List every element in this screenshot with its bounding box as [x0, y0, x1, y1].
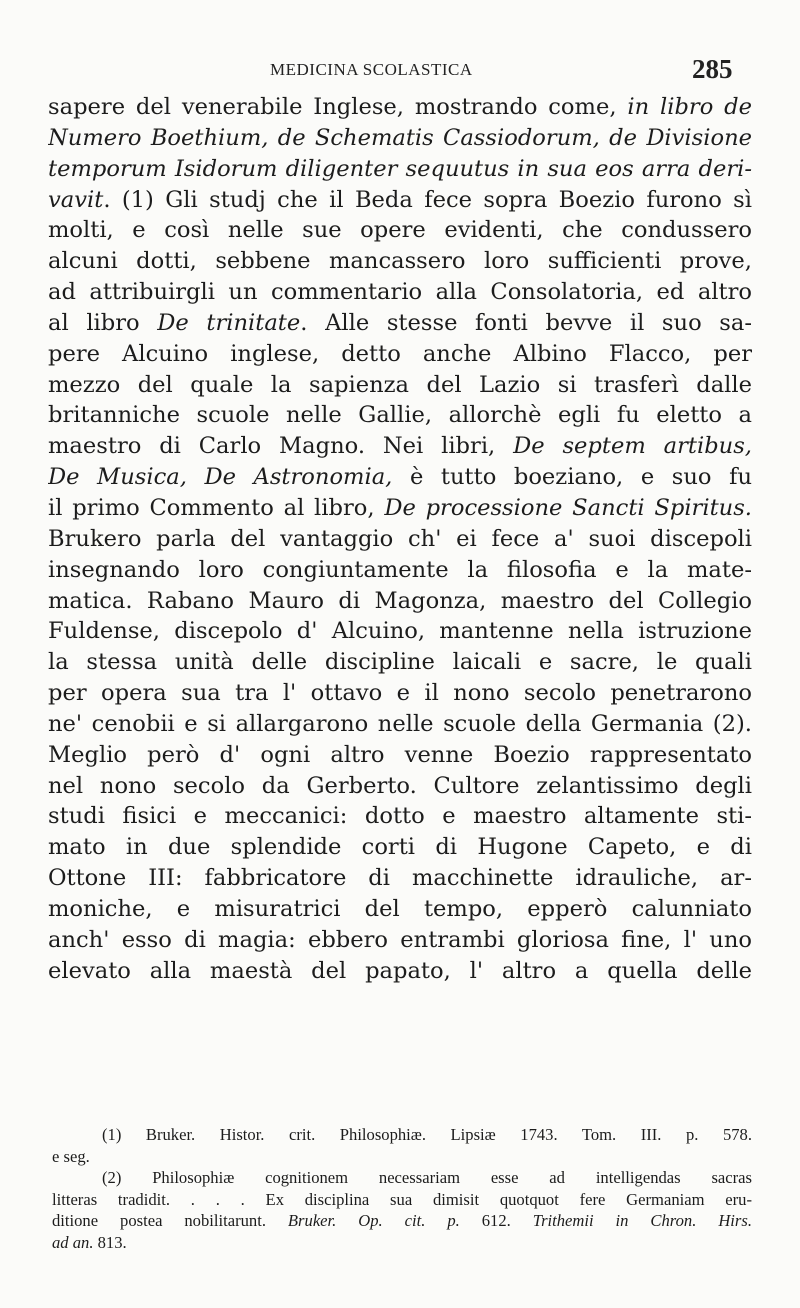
text-span: ne' cenobii e si allargarono nelle scuole della Germania (2).	[48, 710, 752, 737]
text-span: anch' esso di magia: ebbero entrambi gloriosa fine, l' uno	[48, 926, 752, 953]
text-line	[48, 339, 752, 370]
text-line	[48, 709, 752, 740]
italic-span: De septem artibus,	[513, 433, 752, 460]
text-line	[48, 92, 752, 123]
text-line	[48, 431, 752, 462]
italic-span: Bruker. Op. cit. p.	[287, 1211, 460, 1230]
italic-span: temporum Isidorum diligenter sequutus in sua eos arra deri-	[48, 155, 752, 182]
text-line	[48, 370, 752, 401]
text-line	[48, 308, 752, 339]
italic-span: De trinitate	[157, 309, 301, 336]
text-line	[48, 925, 752, 956]
italic-span: vavit	[48, 186, 104, 213]
text-span: sapere del venerabile Inglese, mostrando come,	[48, 94, 628, 120]
text-line	[48, 586, 752, 617]
text-line	[48, 740, 752, 771]
text-line	[48, 524, 752, 555]
text-span: nel nono secolo da Gerberto. Cultore zelantissimo degli	[48, 772, 752, 799]
text-span: Meglio però d' ogni altro venne Boezio rappresentato	[48, 741, 752, 768]
text-span: studi fisici e meccanici: dotto e maestro altamente sti-	[48, 803, 752, 830]
text-span: maestro di Carlo Magno. Nei libri,	[48, 433, 514, 460]
text-span: Fuldense, discepolo d' Alcuino, mantenne nella istruzione	[48, 618, 752, 645]
running-title: MEDICINA SCOLASTICA	[270, 60, 473, 79]
footnote-line	[52, 1210, 752, 1232]
text-span: alcuni dotti, sebbene mancassero loro sufficienti prove,	[48, 248, 752, 275]
text-line	[48, 894, 752, 925]
italic-span: ad an.	[52, 1232, 94, 1252]
text-line	[48, 400, 752, 431]
text-line	[48, 956, 752, 987]
text-span: mato in due splendide corti di Hugone Capeto, e di	[48, 834, 752, 861]
text-line	[48, 832, 752, 863]
text-span: moniche, e misuratrici del tempo, epperò calunniato	[48, 895, 752, 922]
text-span: e seg.	[52, 1146, 90, 1166]
text-line	[48, 462, 752, 493]
text-span: molti, e così nelle sue opere evidenti, che condussero	[48, 217, 752, 244]
page-number: 285	[692, 54, 733, 84]
footnote-line	[52, 1189, 752, 1211]
text-span: britanniche scuole nelle Gallie, allorchè egli fu eletto a	[48, 402, 752, 429]
footnotes	[52, 1124, 752, 1253]
page-header	[0, 54, 800, 94]
text-span: . (1) Gli studj che il Beda fece sopra Boezio furono sì	[103, 186, 752, 213]
footnote-line	[52, 1146, 752, 1168]
text-span: mezzo del quale la sapienza del Lazio si trasferì dalle	[48, 371, 752, 398]
text-span: al libro	[48, 309, 158, 336]
text-span: (1) Bruker. Histor. crit. Philosophiæ. Lipsiæ 1743. Tom. III. p. 578.	[102, 1125, 752, 1144]
text-span: matica. Rabano Mauro di Magonza, maestro del Collegio	[48, 587, 752, 614]
text-line	[48, 185, 752, 216]
text-line	[48, 493, 752, 524]
footnote-line	[52, 1232, 752, 1254]
text-span: (2) Philosophiæ cognitionem necessariam esse ad intelligendas sacras	[102, 1168, 752, 1187]
text-line	[48, 154, 752, 185]
text-span: la stessa unità delle discipline laicali e sacre, le quali	[48, 649, 752, 676]
text-span: 813.	[93, 1232, 127, 1252]
italic-span: in libro de	[627, 94, 752, 120]
text-line	[48, 616, 752, 647]
text-span: ad attribuirgli un commentario alla Consolatoria, ed altro	[48, 279, 752, 306]
text-line	[48, 863, 752, 894]
footnote-line	[52, 1124, 752, 1146]
italic-span: De Musica, De Astronomia,	[48, 464, 393, 491]
text-span: pere Alcuino inglese, detto anche Albino Flacco, per	[48, 340, 752, 367]
text-span: insegnando loro congiuntamente la filosofia e la mate-	[48, 556, 752, 583]
text-line	[48, 647, 752, 678]
italic-span: Trithemii in Chron. Hirs.	[532, 1211, 752, 1230]
text-span: elevato alla maestà del papato, l' altro a quella delle	[48, 957, 752, 984]
italic-span: Numero Boethium, de Schematis Cassiodorum, de Divisione	[48, 124, 752, 151]
text-span: Brukero parla del vantaggio ch' ei fece a' suoi discepoli	[48, 525, 752, 552]
text-span: Ottone III: fabbricatore di macchinette idrauliche, ar-	[48, 865, 752, 892]
text-span: ditione postea nobilitarunt.	[52, 1211, 288, 1230]
footnote-line	[52, 1167, 752, 1189]
text-span: 612.	[459, 1211, 533, 1230]
text-line	[48, 801, 752, 832]
text-line	[48, 123, 752, 154]
text-line	[48, 555, 752, 586]
main-text	[48, 92, 752, 986]
text-span: il primo Commento al libro,	[48, 494, 385, 521]
text-line	[48, 215, 752, 246]
text-span: . Alle stesse fonti bevve il suo sa-	[300, 309, 752, 336]
text-line	[48, 678, 752, 709]
text-span: per opera sua tra l' ottavo e il nono secolo penetrarono	[48, 680, 752, 707]
text-line	[48, 246, 752, 277]
text-span: è tutto boeziano, e suo fu	[392, 464, 752, 491]
text-line	[48, 277, 752, 308]
italic-span: De processione Sancti Spiritus.	[384, 494, 752, 521]
text-line	[48, 771, 752, 802]
text-span: litteras tradidit. . . . Ex disciplina sua dimisit quotquot fere Germaniam eru-	[52, 1189, 752, 1209]
